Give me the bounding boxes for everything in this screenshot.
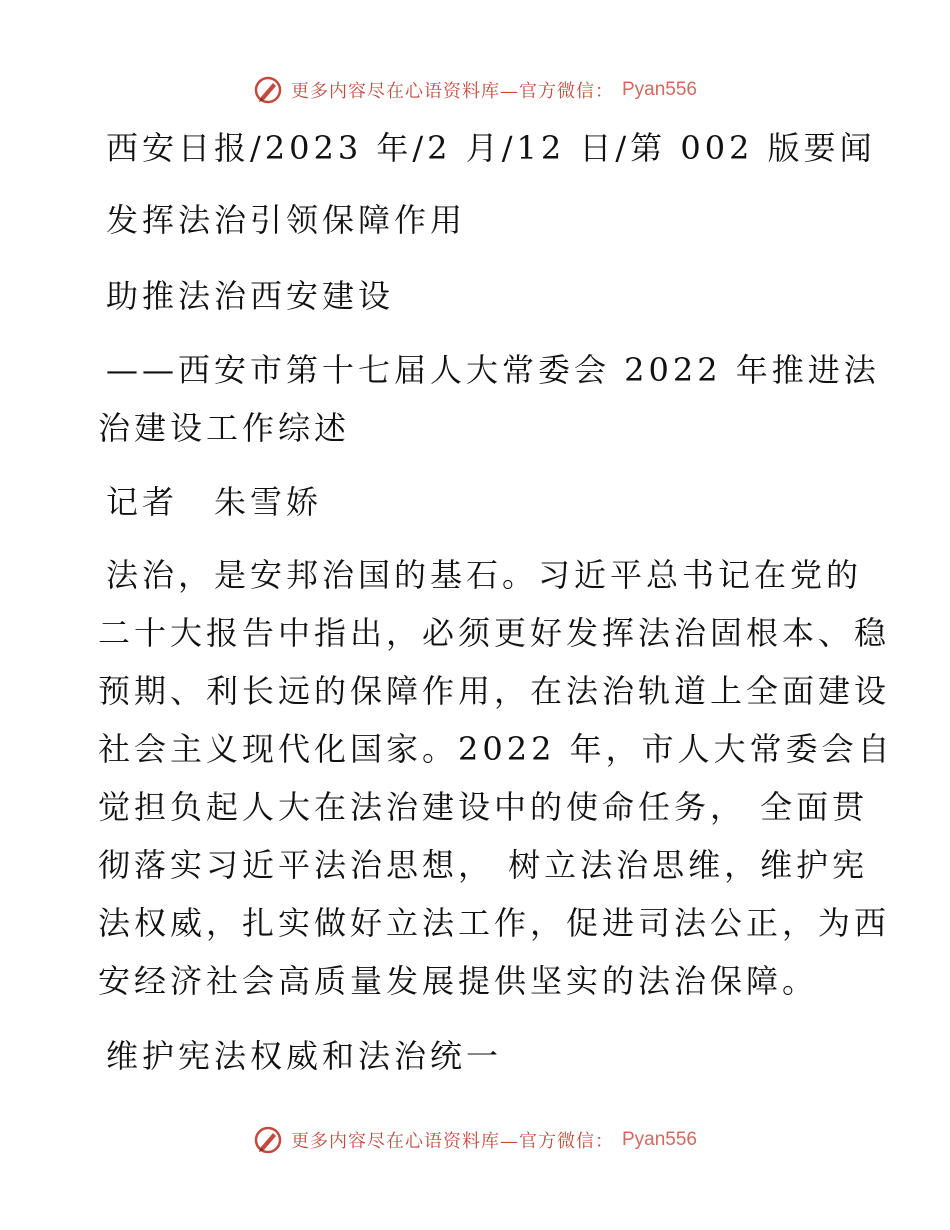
watermark-bottom	[0, 1120, 950, 1160]
article-subtitle-line-2: 治建设工作综述	[98, 409, 351, 447]
paragraph-line: 社会主义现代化国家。2022 年，市人大常委会自	[98, 730, 894, 768]
paragraph-line: 法治，是安邦治国的基石。习近平总书记在党的	[106, 556, 863, 594]
article-subtitle-line-1: ——西安市第十七届人大常委会 2022 年推进法	[106, 351, 880, 389]
pen-logo-icon	[253, 1125, 283, 1155]
watermark-text: 更多内容尽在心语资料库—官方微信：	[290, 81, 614, 102]
watermark-wechat-id: Pyan556	[621, 1129, 697, 1150]
watermark-wechat-id: Pyan556	[621, 79, 697, 100]
paragraph-line: 安经济社会高质量发展提供坚实的法治保障。	[98, 962, 819, 1000]
watermark-text: 更多内容尽在心语资料库—官方微信：	[290, 1131, 614, 1152]
dateline: 西安日报/2023 年/2 月/12 日/第 002 版要闻	[106, 129, 876, 167]
paragraph-line: 法权威，扎实做好立法工作，促进司法公正，为西	[98, 904, 891, 942]
article-title-line-2: 助推法治西安建设	[106, 277, 395, 315]
paragraph-line: 彻落实习近平法治思想， 树立法治思维，维护宪	[98, 846, 869, 884]
section-heading: 维护宪法权威和法治统一	[106, 1037, 503, 1075]
watermark-top	[0, 70, 950, 110]
paragraph-line: 二十大报告中指出，必须更好发挥法治固根本、稳	[98, 614, 891, 652]
article-title-line-1: 发挥法治引领保障作用	[106, 201, 467, 239]
paragraph-line: 觉担负起人大在法治建设中的使命任务， 全面贯	[98, 788, 869, 826]
paragraph-line: 预期、利长远的保障作用，在法治轨道上全面建设	[98, 672, 891, 710]
pen-logo-icon	[253, 75, 283, 105]
byline: 记者 朱雪娇	[106, 483, 323, 521]
